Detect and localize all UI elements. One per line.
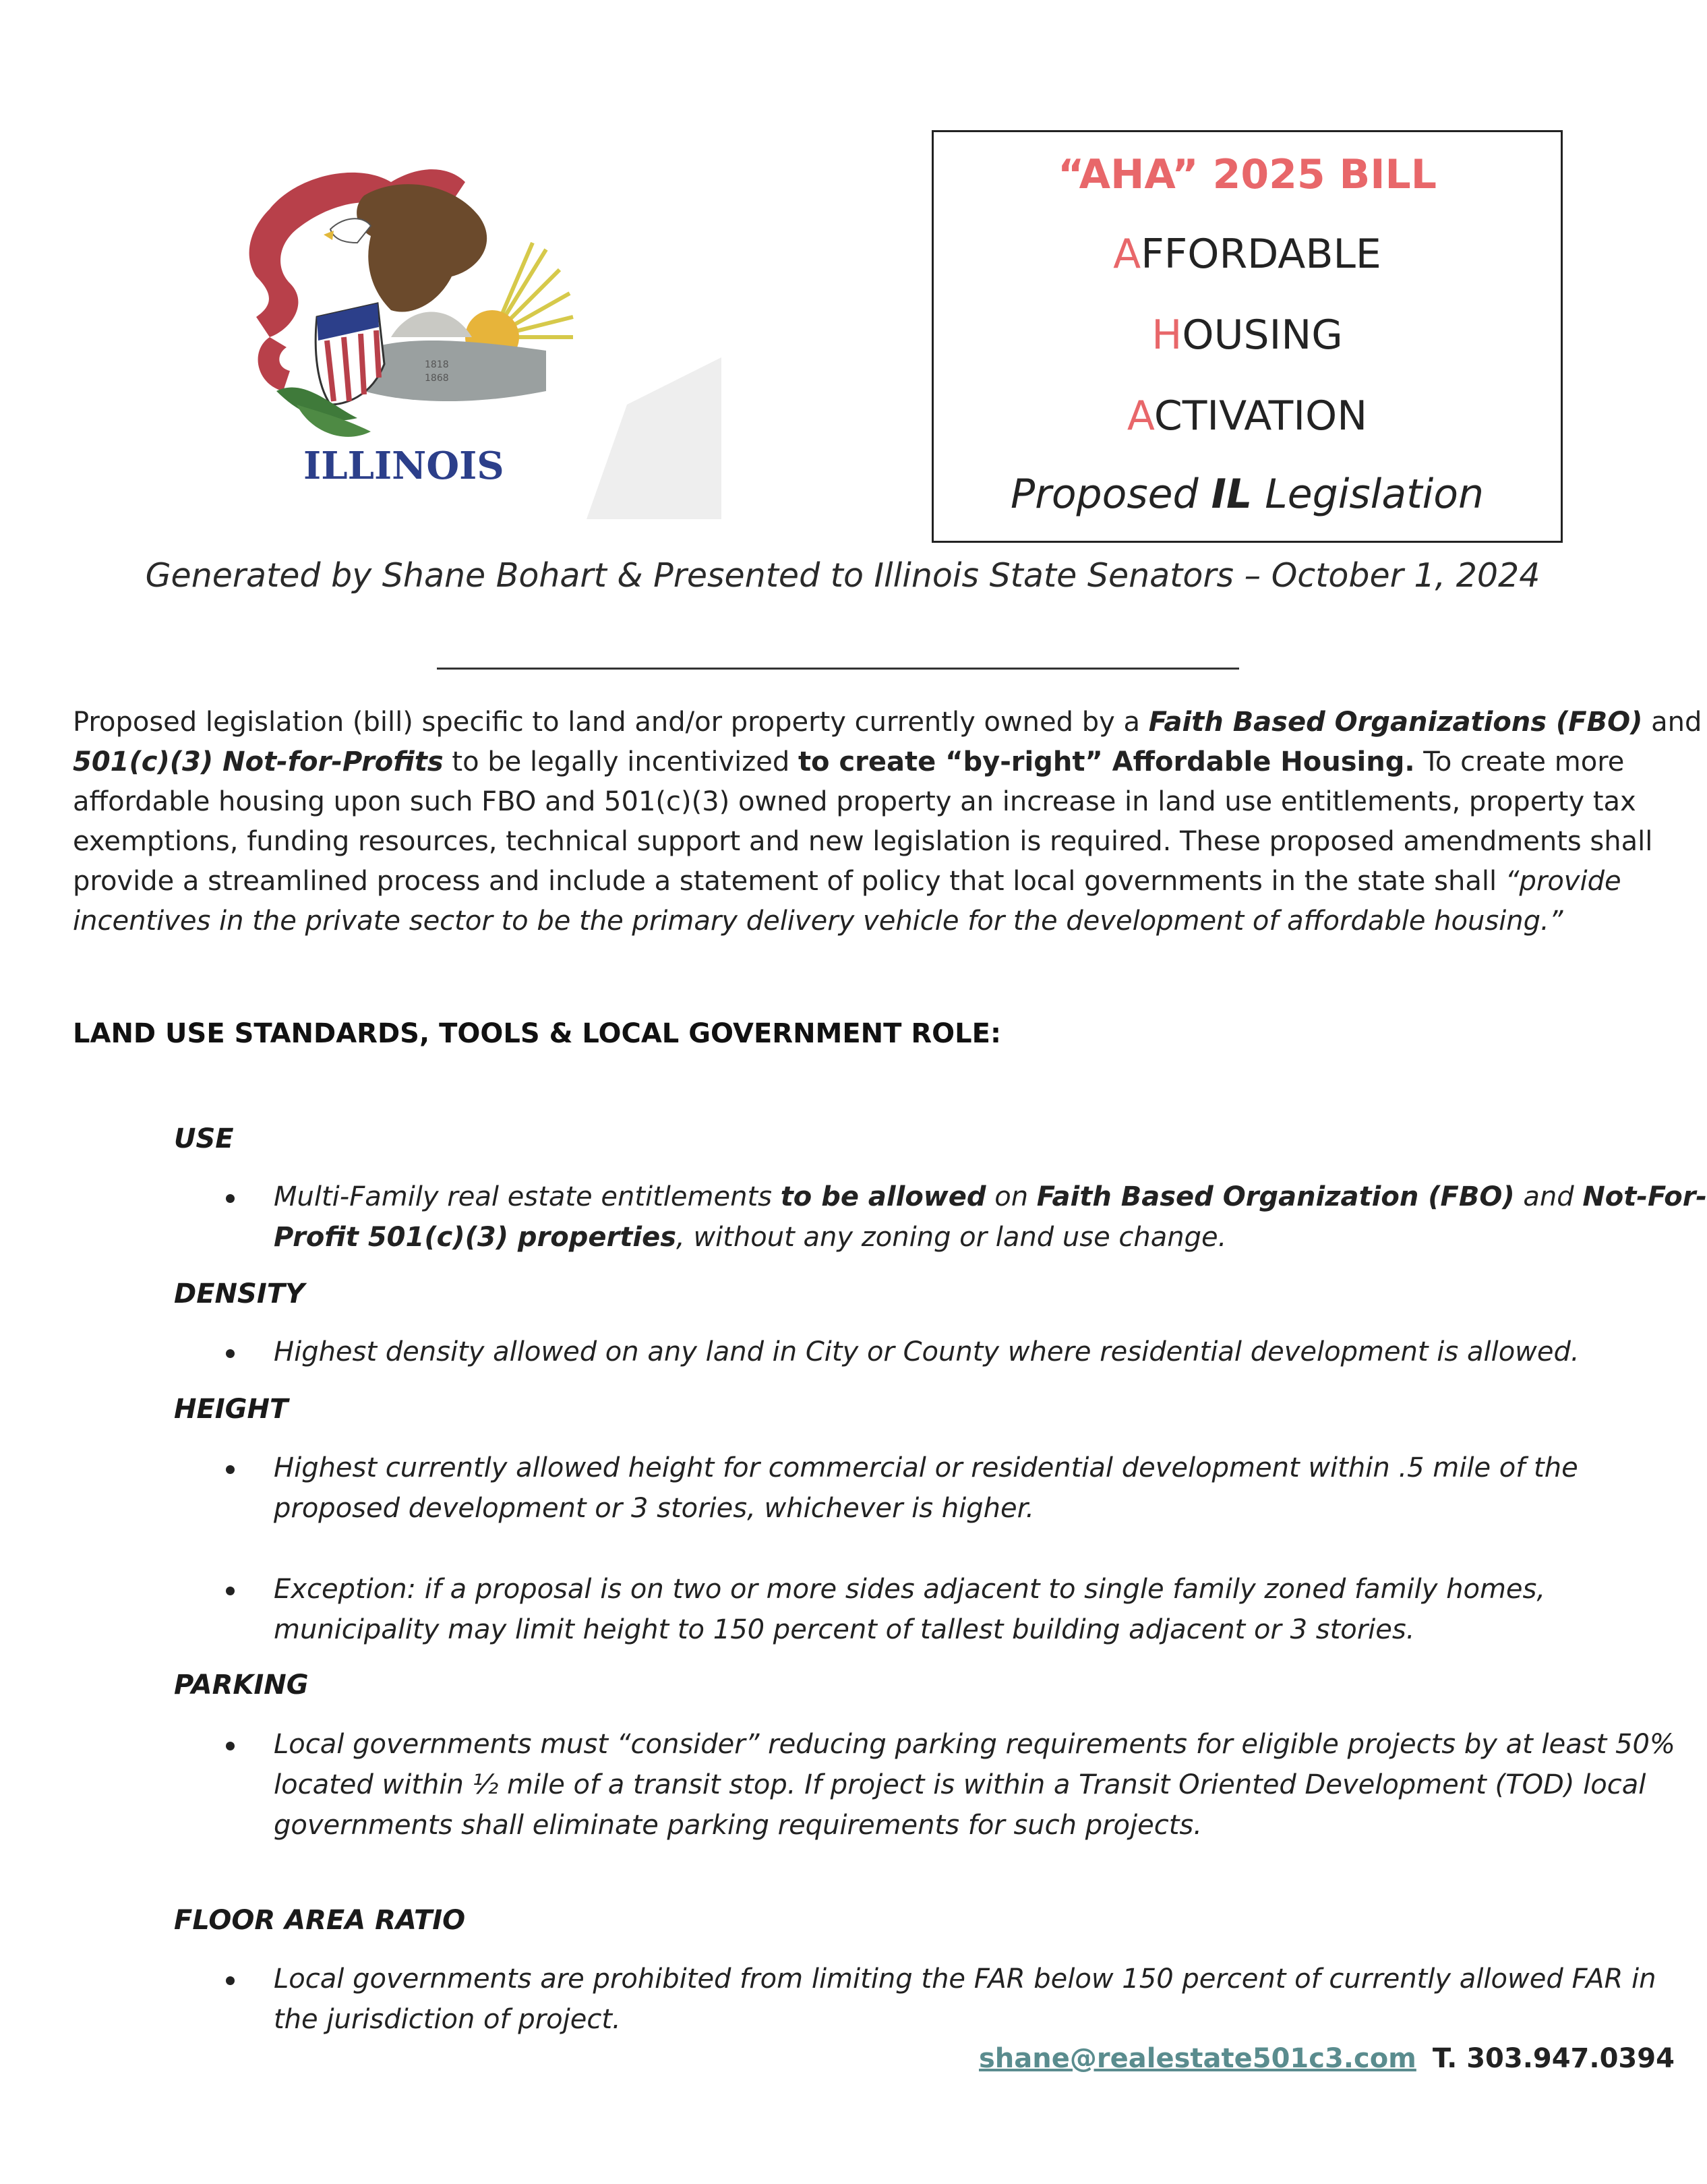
intro-paragraph: [73, 703, 1702, 941]
email-link[interactable]: shane@realestate501c3.com: [979, 2043, 1416, 2074]
far-text: the jurisdiction of project.: [274, 2004, 621, 2035]
parking-text: governments shall eliminate parking requirements for such projects.: [274, 1810, 1202, 1841]
intro-quote-line: incentives in the private sector to be the primary delivery vehicle for the development of affordable housing.”: [73, 906, 1563, 937]
generated-by-line: Generated by Shane Bohart & Presented to Illinois State Senators – October 1, 2024: [145, 556, 1540, 595]
use-bold: Not-For-: [1582, 1181, 1707, 1212]
title-affordable: [934, 231, 1561, 278]
height-text: proposed development or 3 stories, whichever is higher.: [274, 1493, 1035, 1524]
subtitle-bold: IL: [1211, 471, 1253, 518]
title-box: [932, 130, 1563, 543]
far-bullet: [274, 1959, 1656, 2040]
activation-rest: CTIVATION: [1154, 392, 1368, 440]
illinois-flag: [74, 135, 721, 519]
subtitle-post: Legislation: [1252, 471, 1485, 518]
intro-fbo: Faith Based Organizations (FBO): [1148, 707, 1643, 738]
use-bold: Profit 501(c)(3) properties: [274, 1222, 677, 1253]
use-text: and: [1514, 1181, 1583, 1212]
initial-a2: A: [1127, 392, 1154, 440]
intro-by-right: to create “by-right” Affordable Housing.: [798, 746, 1415, 777]
intro-text: Proposed legislation (bill) specific to land and/or property currently owned by a: [73, 707, 1149, 738]
affordable-rest: FFORDABLE: [1141, 231, 1381, 278]
seal-year-1: 1818: [425, 359, 449, 370]
intro-text: to be legally incentivized: [443, 746, 798, 777]
intro-line: exemptions, funding resources, technical support and new legislation is required. These proposed amendments shall: [73, 826, 1653, 857]
bill-title: “AHA” 2025 BILL: [1057, 151, 1437, 198]
housing-rest: OUSING: [1182, 312, 1343, 359]
section-heading: LAND USE STANDARDS, TOOLS & LOCAL GOVERNMENT ROLE:: [73, 1018, 1001, 1049]
far-text: Local governments are prohibited from limiting the FAR below 150 percent of currently allowed FAR in: [274, 1964, 1656, 1995]
flag-label: ILLINOIS: [303, 444, 504, 488]
seal-year-2: 1868: [425, 373, 449, 384]
bullet-icon: [226, 1194, 235, 1203]
title-subtitle: [934, 471, 1561, 518]
height-label: HEIGHT: [174, 1394, 289, 1425]
divider: [437, 668, 1239, 670]
use-text: Multi-Family real estate entitlements: [274, 1181, 781, 1212]
illinois-seal-icon: [74, 135, 721, 519]
parking-text: Local governments must “consider” reducing parking requirements for eligible projects by at least 50%: [274, 1729, 1675, 1760]
use-bullet: [274, 1177, 1707, 1258]
use-text: on: [986, 1181, 1037, 1212]
title-activation: [934, 392, 1561, 440]
parking-bullet: [274, 1724, 1675, 1846]
height-bullet-1: [274, 1448, 1615, 1529]
parking-label: PARKING: [174, 1670, 309, 1701]
density-text: Highest density allowed on any land in City or County where residential development is allowed.: [274, 1336, 1580, 1367]
use-bold: to be allowed: [780, 1181, 986, 1212]
density-label: DENSITY: [174, 1278, 305, 1309]
intro-text: provide a streamlined process and include a statement of policy that local governments in the state shall: [73, 866, 1505, 897]
intro-text: To create more: [1414, 746, 1625, 777]
title-housing: [934, 312, 1561, 359]
height-text: Exception: if a proposal is on two or more sides adjacent to single family zoned family homes,: [274, 1574, 1546, 1605]
contact-footer: [979, 2043, 1675, 2074]
intro-quote: “provide: [1505, 866, 1621, 897]
bullet-icon: [226, 1587, 235, 1595]
use-label: USE: [174, 1123, 234, 1154]
parking-text: located within ½ mile of a transit stop. If project is within a Transit Oriented Development (TOD) local: [274, 1769, 1646, 1800]
density-bullet: [274, 1332, 1615, 1372]
intro-501c3: 501(c)(3) Not-for-Profits: [73, 746, 444, 777]
bullet-icon: [226, 1465, 235, 1474]
initial-a: A: [1113, 231, 1141, 278]
intro-line: affordable housing upon such FBO and 501(c)(3) owned property an increase in land use entitlements, property tax: [73, 786, 1636, 817]
use-bold: Faith Based Organization (FBO): [1036, 1181, 1515, 1212]
use-text: , without any zoning or land use change.: [676, 1222, 1227, 1253]
phone-number: T. 303.947.0394: [1432, 2043, 1675, 2074]
bullet-icon: [226, 1976, 235, 1985]
far-label: FLOOR AREA RATIO: [174, 1905, 466, 1936]
initial-h: H: [1151, 312, 1182, 359]
bullet-icon: [226, 1742, 235, 1750]
intro-text: and: [1642, 707, 1702, 738]
bullet-icon: [226, 1349, 235, 1358]
height-bullet-2: [274, 1569, 1615, 1650]
subtitle-pre: Proposed: [1010, 471, 1211, 518]
height-text: municipality may limit height to 150 percent of tallest building adjacent or 3 stories.: [274, 1614, 1415, 1645]
height-text: Highest currently allowed height for commercial or residential development within .5 mile of the: [274, 1452, 1578, 1483]
